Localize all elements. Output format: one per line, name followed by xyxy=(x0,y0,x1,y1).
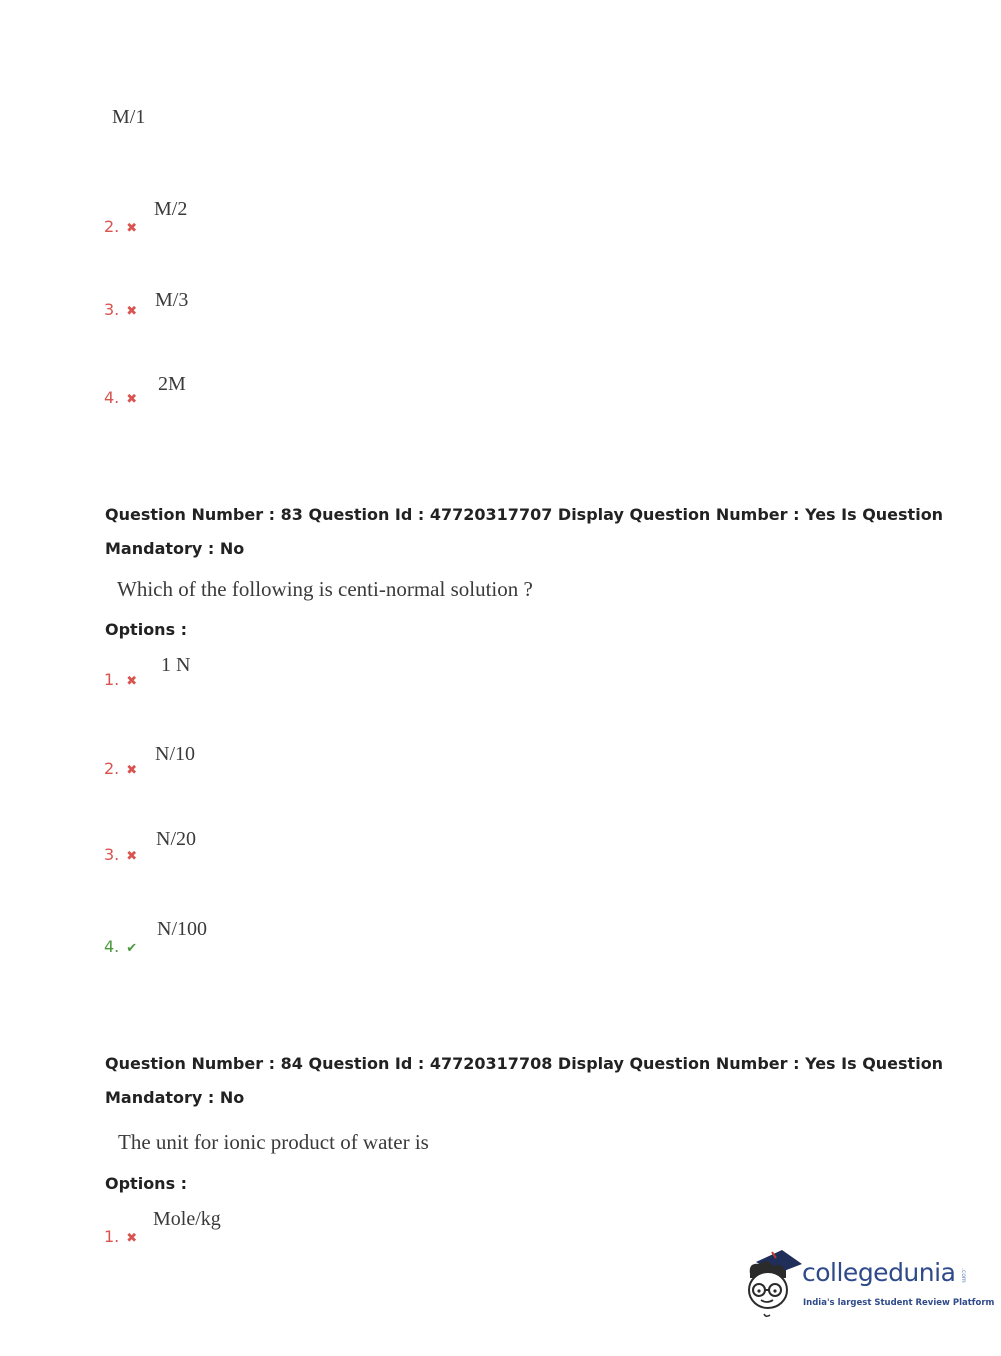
question-header-line: Question Number : 84 Question Id : 47720317708 Display Question Number : Yes Is Question xyxy=(105,1054,944,1073)
logo-suffix: .com xyxy=(960,1268,967,1283)
option-number: 4. ✔ xyxy=(104,937,138,956)
cross-icon: ✖ xyxy=(126,763,138,778)
mascot-icon xyxy=(742,1248,804,1318)
logo-brand-text: collegedunia xyxy=(802,1258,956,1287)
logo-tagline: India's largest Student Review Platform xyxy=(803,1298,995,1308)
cross-icon: ✖ xyxy=(126,304,138,319)
option-number: 1. ✖ xyxy=(104,670,138,689)
option-text: 2M xyxy=(158,373,186,395)
option-text: N/100 xyxy=(157,918,207,940)
question-header-line: Mandatory : No xyxy=(105,1088,245,1107)
options-label: Options : xyxy=(105,620,188,639)
check-icon: ✔ xyxy=(126,941,138,956)
question-header-line: Mandatory : No xyxy=(105,539,245,558)
option-number: 1. ✖ xyxy=(104,1227,138,1246)
option-text: M/2 xyxy=(154,198,188,220)
options-label: Options : xyxy=(105,1174,188,1193)
cross-icon: ✖ xyxy=(126,392,138,407)
question-header xyxy=(105,498,945,566)
option-text: M/1 xyxy=(112,106,146,128)
option-number: 3. ✖ xyxy=(104,845,138,864)
question-header xyxy=(105,1047,945,1115)
option-number: 4. ✖ xyxy=(104,388,138,407)
question-text: The unit for ionic product of water is xyxy=(118,1130,429,1154)
cross-icon: ✖ xyxy=(126,849,138,864)
cross-icon: ✖ xyxy=(126,1231,138,1246)
question-text: Which of the following is centi-normal solution ? xyxy=(117,577,533,601)
collegedunia-logo[interactable] xyxy=(742,1248,995,1318)
option-text: N/10 xyxy=(155,743,195,765)
question-header-line: Question Number : 83 Question Id : 47720317707 Display Question Number : Yes Is Question xyxy=(105,505,944,524)
option-number: 3. ✖ xyxy=(104,300,138,319)
option-text: M/3 xyxy=(155,289,189,311)
option-number: 2. ✖ xyxy=(104,759,138,778)
cross-icon: ✖ xyxy=(126,674,138,689)
option-text: N/20 xyxy=(156,828,196,850)
cross-icon: ✖ xyxy=(126,221,138,236)
option-text: 1 N xyxy=(161,654,191,676)
option-text: Mole/kg xyxy=(153,1208,221,1230)
option-number: 2. ✖ xyxy=(104,217,138,236)
